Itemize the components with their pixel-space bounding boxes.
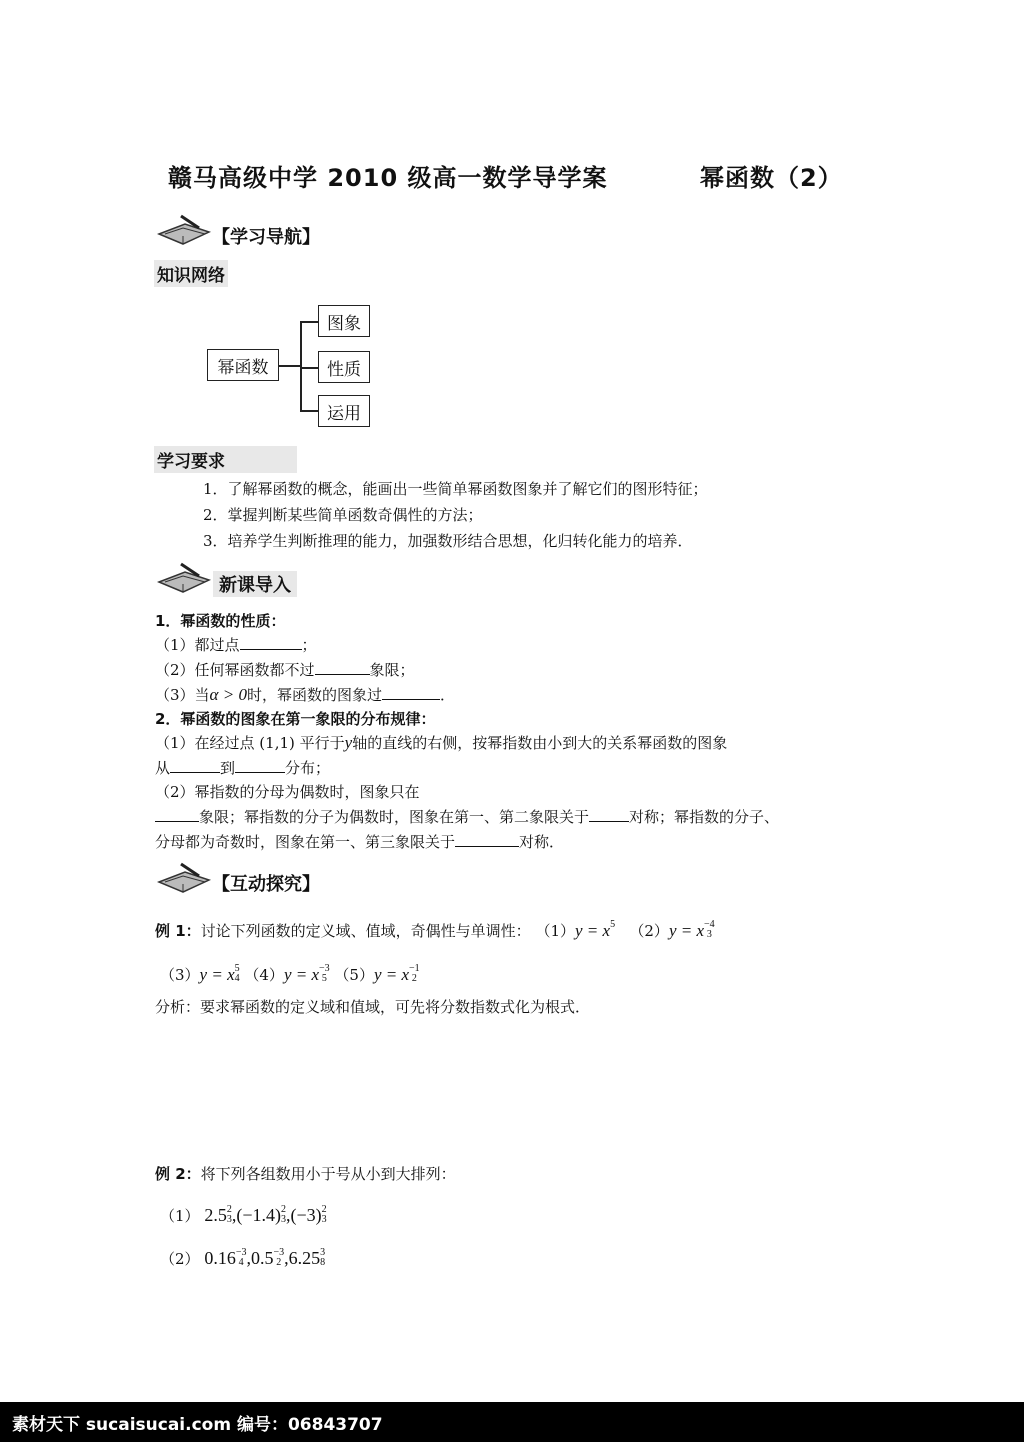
intro-heading-2: 2．幂函数的图象在第一象限的分布规律： [155,710,436,728]
number-list: 0.16 $^{-3 4}$ ,0.5 $^{-3 2}$ ,6.25 $^{3 8}$ [204,1247,326,1268]
requirements-heading: 学习要求 [154,446,297,473]
answer-blank[interactable] [155,808,199,822]
exponent-denominator: 5 [321,973,327,984]
example-1-line-2 [160,964,420,985]
answer-blank[interactable] [589,808,629,822]
exponent-denominator: 3 [226,1214,232,1225]
exponent: 5 [610,919,616,930]
item-label: （2） [160,1250,200,1268]
section-nav-heading: 【学习导航】 [212,227,320,248]
exponent-numerator: 2 [226,1204,232,1215]
exponent [236,1248,247,1268]
intro-line-7 [155,806,779,827]
section-explore-heading: 【互动探究】 [212,874,320,895]
formula: y = x $^{-3 5}$ [283,963,330,984]
item-label: （3） [160,966,200,984]
intro-line-4 [155,732,727,753]
page-topic: 幂函数（2） [700,164,843,192]
exponent [409,964,420,984]
intro-text: 象限；幂指数的分子为偶数时，图象在第一、第二象限关于 [199,808,590,826]
intro-text: 时，幂函数的图象过 [246,686,382,704]
formula: y = x $^{-1 2}$ [373,963,420,984]
base: 6.25 [288,1248,321,1268]
answer-blank[interactable] [455,833,519,847]
intro-text: 分母都为奇数时，图象在第一、第三象限关于 [155,833,456,851]
intro-line-2 [155,659,415,680]
book-pen-icon [155,860,213,896]
exponent [704,920,715,940]
base: (−1.4) [236,1205,281,1225]
exponent [322,1205,327,1225]
intro-text: ． [439,686,455,704]
exponent-numerator: 5 [234,963,240,974]
diagram-branch-application: 运用 [318,395,370,427]
example-2-label: 例 2： [155,1165,201,1183]
exponent [320,1248,325,1268]
example-2-line [155,1163,456,1184]
diagram-connector [300,321,318,323]
base: (−3) [290,1205,322,1225]
math-y: y [344,733,353,752]
exponent [281,1205,286,1225]
exponent-numerator: 2 [280,1204,286,1215]
item-label: （1） [160,1207,200,1225]
item-label: （1） [535,922,576,940]
answer-blank[interactable] [240,636,302,650]
exponent-denominator: 3 [280,1214,286,1225]
answer-blank[interactable] [315,661,370,675]
intro-text: 轴的直线的右侧，按幂指数由小到大的关系幂函数的图象 [352,734,728,752]
exponent-numerator: −3 [319,963,330,974]
exponent-numerator: −4 [704,919,715,930]
book-pen-icon [155,560,213,596]
intro-text: ； [301,636,317,654]
exponent-numerator: −1 [409,963,420,974]
diagram-connector [279,365,301,367]
watermark-footer: 素材天下 sucaisucai.com 编号：06843707 [0,1402,1024,1442]
item-label: （4） [244,966,284,984]
diagram-connector [300,410,318,412]
exponent-numerator: 3 [320,1247,326,1258]
exponent-denominator: 3 [706,929,712,940]
exponent-denominator: 2 [411,973,417,984]
requirement-item: 2．掌握判断某些简单函数奇偶性的方法； [203,506,483,524]
example-1-analysis: 分析：要求幂函数的定义域和值域，可先将分数指数式化为根式． [155,998,591,1016]
formula: y = x $^{5 4}$ [199,963,240,984]
diagram-branch-property: 性质 [318,351,370,383]
intro-text: （3）当 [155,686,210,704]
example-1-label: 例 1： [155,922,201,940]
intro-text: 象限； [369,661,415,679]
intro-text: 分布； [285,759,331,777]
diagram-root-box: 幂函数 [207,349,279,381]
exponent-denominator: 3 [321,1214,327,1225]
base: 0.5 [250,1248,274,1268]
exponent-denominator: 8 [320,1257,326,1268]
intro-line-5 [155,757,330,778]
base: 0.16 [204,1248,236,1268]
intro-text: （2）任何幂函数都不过 [155,661,315,679]
intro-line-1 [155,634,317,655]
exponent [227,1205,232,1225]
item-label: （2） [629,922,669,940]
intro-heading-1: 1．幂函数的性质： [155,612,286,630]
diagram-branch-graph: 图象 [318,305,370,337]
intro-text: 对称． [519,833,565,851]
book-pen-icon [155,212,213,248]
intro-text: 从 [155,759,171,777]
exponent [235,964,240,984]
page-title: 赣马高级中学 2010 级高一数学导学案 [168,164,608,192]
example-2-text: 将下列各组数用小于号从小到大排列： [200,1165,456,1183]
example-1-text: 讨论下列函数的定义域、值域，奇偶性与单调性： [200,922,531,940]
intro-line-6: （2）幂指数的分母为偶数时，图象只在 [155,783,420,801]
exponent [273,1248,284,1268]
intro-text: 到 [220,759,236,777]
intro-text: （1）都过点 [155,636,240,654]
requirement-item: 3．培养学生判断推理的能力，加强数形结合思想，化归转化能力的培养． [203,532,693,550]
number-list: 2.5 $^{2 3}$ ,(−1.4) $^{2 3}$ ,(−3) $^{2 3}$ [204,1204,327,1225]
intro-line-3 [155,684,455,705]
item-label: （5） [334,966,374,984]
diagram-connector [300,321,302,411]
answer-blank[interactable] [382,686,440,700]
intro-line-8 [155,831,564,852]
example-1-line-1 [155,920,715,941]
requirement-item: 1．了解幂函数的概念，能画出一些简单幂函数图象并了解它们的图形特征； [203,480,708,498]
section-intro-heading: 新课导入 [213,571,297,597]
exponent-denominator: 2 [276,1257,282,1268]
base: 2.5 [204,1205,227,1225]
knowledge-network-heading: 知识网络 [154,260,228,287]
example-2-row-2 [160,1248,325,1269]
example-2-row-1 [160,1205,327,1226]
exponent-denominator: 4 [238,1257,244,1268]
formula: $y = x^5$ [575,919,616,940]
exponent-numerator: 2 [321,1204,327,1215]
intro-text: （1）在经过点 (1,1) 平行于 [155,734,345,752]
diagram-connector [300,367,318,369]
exponent-numerator: −3 [273,1247,285,1258]
exponent [319,964,330,984]
math-alpha: α > 0 [209,685,247,704]
exponent-denominator: 4 [234,973,240,984]
intro-text: 对称；幂指数的分子、 [629,808,780,826]
answer-blank[interactable] [170,759,220,773]
formula: y = x $^{-4 3}$ [668,919,715,940]
exponent-numerator: −3 [235,1247,247,1258]
answer-blank[interactable] [235,759,285,773]
